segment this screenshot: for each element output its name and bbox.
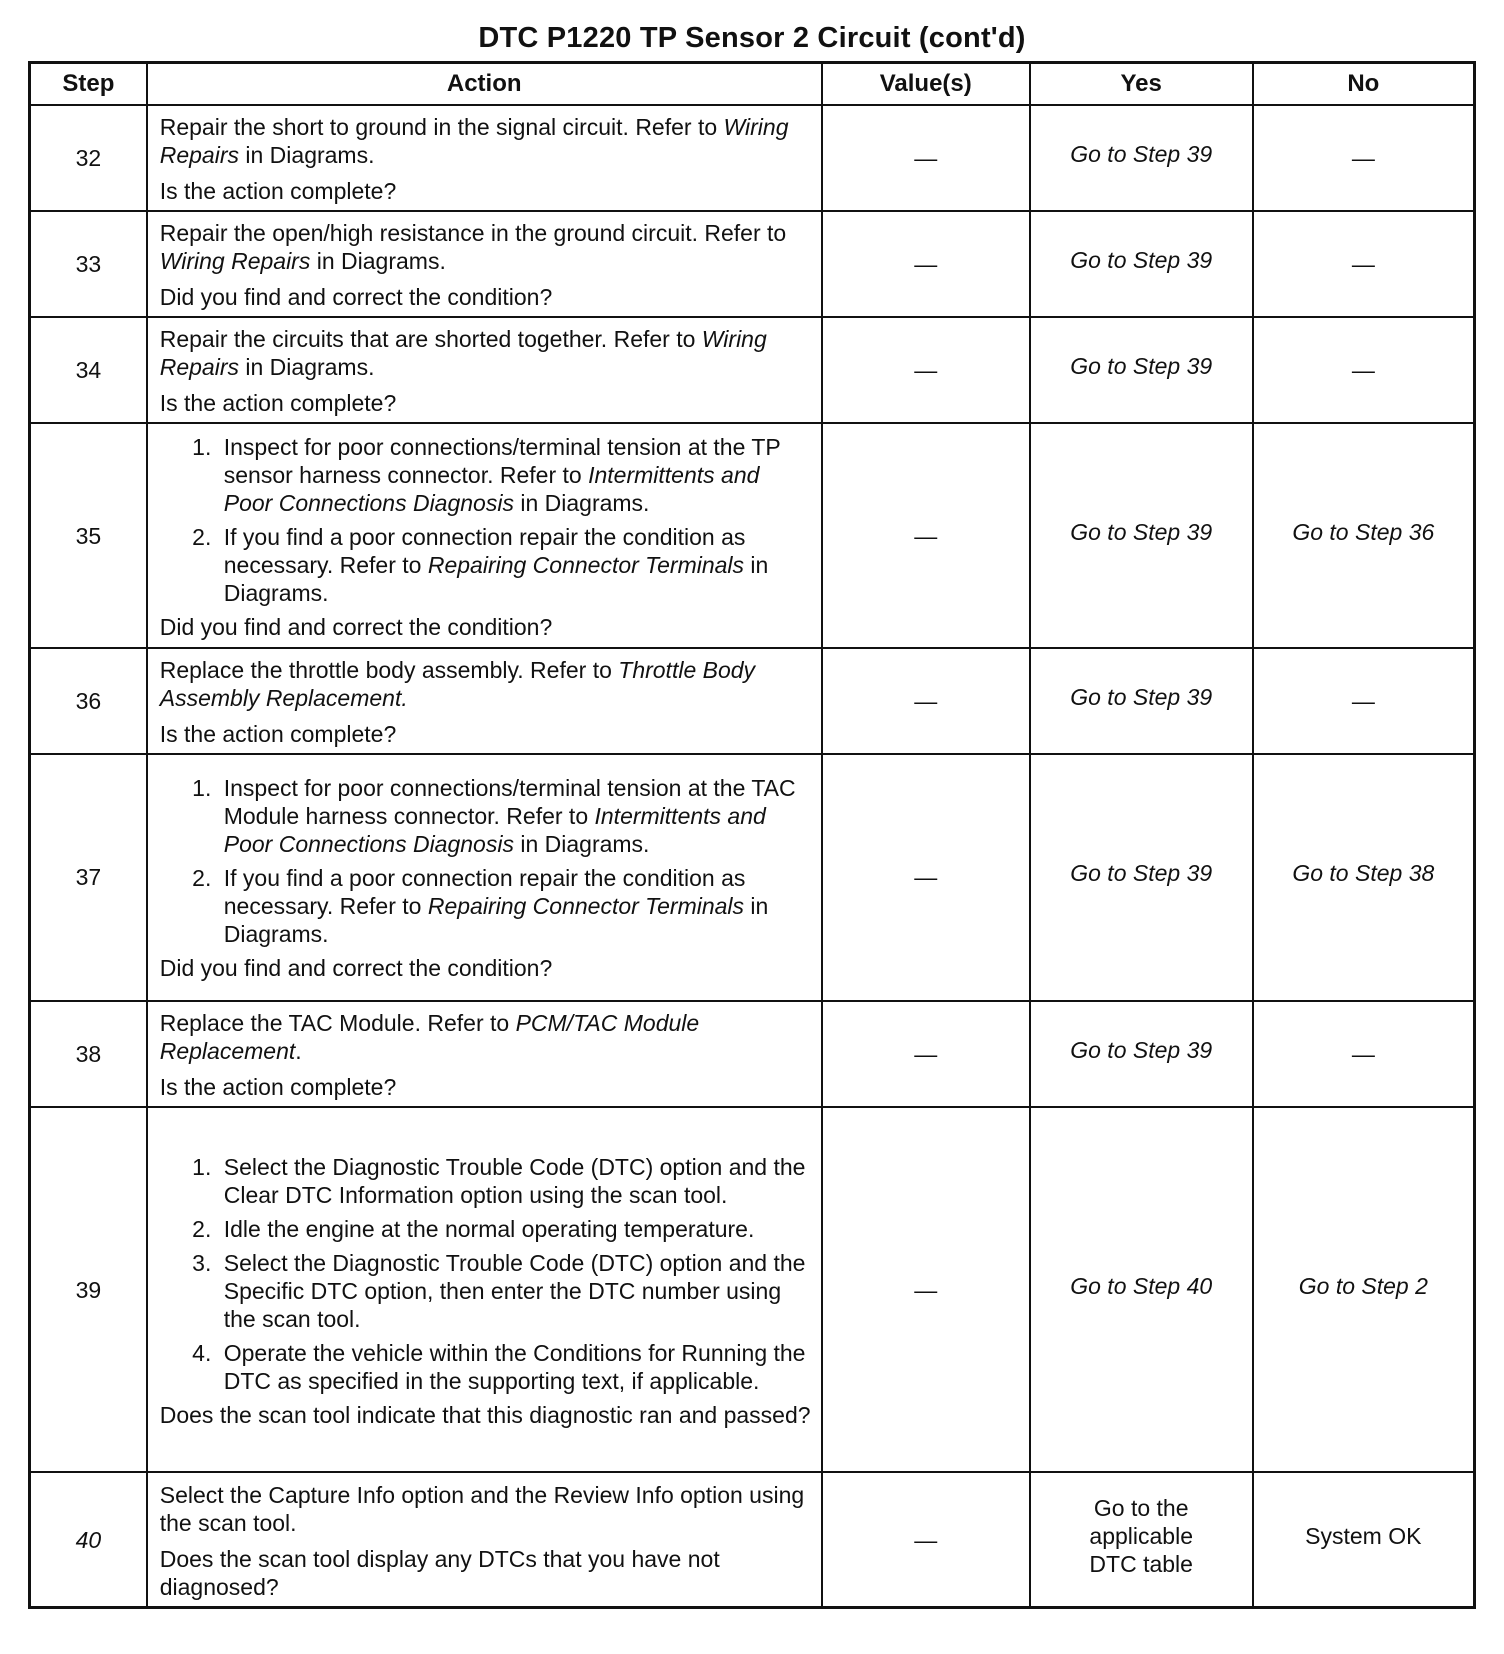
action-cell: [147, 211, 822, 317]
action-text: Repair the open/high resistance in the ground circuit. Refer to Wiring Repairs in Diagrams.: [159, 220, 787, 275]
table-row: [30, 105, 1475, 211]
value-cell: —: [822, 105, 1030, 211]
list-item: 4. Operate the vehicle within the Conditions for Running the DTC as specified in the supporting text, if applicable.: [218, 1339, 811, 1395]
yes-line: applicable: [1089, 1522, 1193, 1549]
no-cell: —: [1253, 105, 1475, 211]
action-cell: [147, 423, 822, 647]
yes-cell: [1030, 1472, 1253, 1607]
action-question: Is the action complete?: [159, 720, 397, 747]
no-cell: Go to Step 38: [1253, 754, 1475, 1001]
list-item: 3. Select the Diagnostic Trouble Code (DTC) option and the Specific DTC option, then enter the DTC number using the scan tool.: [218, 1249, 811, 1333]
action-question: Does the scan tool indicate that this diagnostic ran and passed?: [159, 1401, 811, 1428]
value-cell: —: [822, 211, 1030, 317]
action-question: Does the scan tool display any DTCs that you have not diagnosed?: [159, 1545, 720, 1600]
value-cell: —: [822, 1001, 1030, 1107]
yes-cell: Go to Step 40: [1030, 1107, 1253, 1472]
header-action: Action: [147, 63, 822, 106]
list-item: 2. If you find a poor connection repair the condition as necessary. Refer to Repairing Connector Terminals in Diagrams.: [218, 523, 811, 607]
table-row: [30, 317, 1475, 423]
value-cell: —: [822, 1107, 1030, 1472]
no-cell: —: [1253, 317, 1475, 423]
yes-cell: Go to Step 39: [1030, 648, 1253, 754]
action-question: Is the action complete?: [159, 1073, 397, 1100]
list-item: 1. Inspect for poor connections/terminal tension at the TP sensor harness connector. Refer to Intermittents and Poor Connections Diagnosis in Diagrams.: [218, 433, 811, 517]
action-question: Is the action complete?: [159, 178, 397, 205]
action-list: [160, 1153, 811, 1401]
step-number: 35: [30, 423, 147, 647]
table-row: [30, 1107, 1475, 1472]
action-cell: [147, 754, 822, 1001]
action-cell: [147, 105, 822, 211]
action-text: Replace the throttle body assembly. Refer to Throttle Body Assembly Replacement.: [159, 656, 756, 711]
step-number: 32: [30, 105, 147, 211]
yes-cell: Go to Step 39: [1030, 1001, 1253, 1107]
list-item: 1. Inspect for poor connections/terminal tension at the TAC Module harness connector. Refer to Intermittents and Poor Connections Diagnosis in Diagrams.: [218, 774, 811, 858]
yes-cell: Go to Step 39: [1030, 317, 1253, 423]
action-list: [160, 433, 811, 613]
table-row: [30, 423, 1475, 647]
table-row: [30, 1001, 1475, 1107]
yes-cell: Go to Step 39: [1030, 754, 1253, 1001]
action-text: Select the Capture Info option and the Review Info option using the scan tool.: [159, 1481, 805, 1536]
list-item: 1. Select the Diagnostic Trouble Code (DTC) option and the Clear DTC Information option using the scan tool.: [218, 1153, 811, 1209]
header-step: Step: [30, 63, 147, 106]
yes-line: Go to the: [1093, 1494, 1189, 1521]
header-yes: Yes: [1030, 63, 1253, 106]
yes-line: DTC table: [1089, 1550, 1193, 1577]
value-cell: —: [822, 648, 1030, 754]
value-cell: —: [822, 754, 1030, 1001]
step-number: 34: [30, 317, 147, 423]
no-cell: Go to Step 36: [1253, 423, 1475, 647]
no-cell: System OK: [1253, 1472, 1475, 1607]
list-item: 2. If you find a poor connection repair the condition as necessary. Refer to Repairing Connector Terminals in Diagrams.: [218, 864, 811, 948]
action-question: Did you find and correct the condition?: [159, 284, 553, 311]
table-row: [30, 1472, 1475, 1607]
no-cell: —: [1253, 1001, 1475, 1107]
yes-cell: Go to Step 39: [1030, 423, 1253, 647]
value-cell: —: [822, 423, 1030, 647]
value-cell: —: [822, 317, 1030, 423]
action-text: Repair the short to ground in the signal circuit. Refer to Wiring Repairs in Diagrams.: [159, 114, 789, 169]
action-question: Did you find and correct the condition?: [159, 955, 553, 982]
value-cell: —: [822, 1472, 1030, 1607]
action-cell: [147, 1472, 822, 1607]
step-number: 40: [30, 1472, 147, 1607]
no-cell: —: [1253, 211, 1475, 317]
page-title: DTC P1220 TP Sensor 2 Circuit (cont'd): [478, 22, 1026, 54]
header-values: Value(s): [822, 63, 1030, 106]
action-list: [160, 774, 811, 954]
action-cell: [147, 317, 822, 423]
action-cell: [147, 1107, 822, 1472]
action-text: Repair the circuits that are shorted together. Refer to Wiring Repairs in Diagrams.: [159, 326, 767, 381]
step-number: 37: [30, 754, 147, 1001]
step-number: 38: [30, 1001, 147, 1107]
yes-cell: Go to Step 39: [1030, 211, 1253, 317]
action-cell: [147, 648, 822, 754]
step-number: 39: [30, 1107, 147, 1472]
step-number: 33: [30, 211, 147, 317]
yes-cell: Go to Step 39: [1030, 105, 1253, 211]
header-row: [30, 63, 1475, 106]
action-text: Replace the TAC Module. Refer to PCM/TAC Module Replacement.: [159, 1009, 700, 1064]
no-cell: Go to Step 2: [1253, 1107, 1475, 1472]
table-row: [30, 211, 1475, 317]
action-question: Is the action complete?: [159, 390, 397, 417]
action-cell: [147, 1001, 822, 1107]
action-question: Did you find and correct the condition?: [159, 613, 553, 640]
table-row: [30, 754, 1475, 1001]
step-number: 36: [30, 648, 147, 754]
list-item: 2. Idle the engine at the normal operating temperature.: [218, 1215, 811, 1243]
header-no: No: [1253, 63, 1475, 106]
diagnostic-table: [28, 61, 1476, 1609]
table-row: [30, 648, 1475, 754]
no-cell: —: [1253, 648, 1475, 754]
